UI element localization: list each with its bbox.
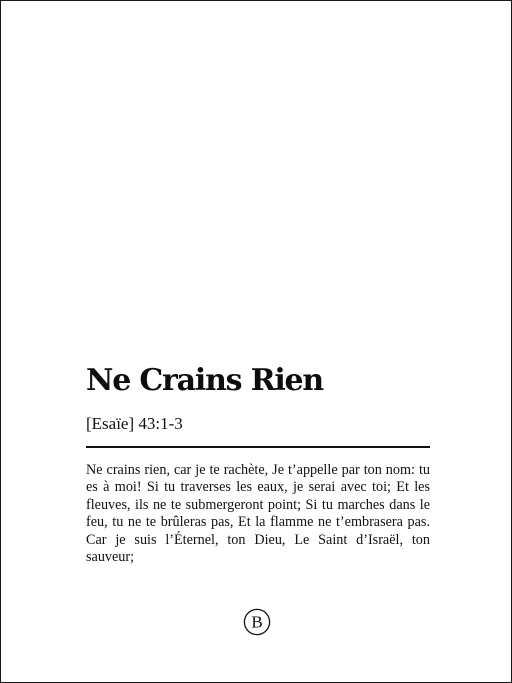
divider: [86, 446, 430, 448]
circled-b-logo-icon: [243, 608, 271, 636]
poster-title: Ne Crains Rien: [86, 363, 324, 398]
logo-letter: B: [251, 612, 263, 632]
verse-text: Ne crains rien, car je te rachète, Je t’appelle par ton nom: tu es à moi! Si tu traverses les eaux, je serai avec toi; Et les fleuves, ils ne te submergeront point; Si tu marches dans le feu, tu ne te brûleras pas, Et la flamme ne t’embrasera pas. Car je suis l’Éternel, ton Dieu, Le Saint d’Israël, ton sauveur;: [86, 462, 430, 566]
poster-content: [86, 361, 430, 581]
scripture-reference: [Esaïe] 43:1-3: [86, 414, 183, 433]
